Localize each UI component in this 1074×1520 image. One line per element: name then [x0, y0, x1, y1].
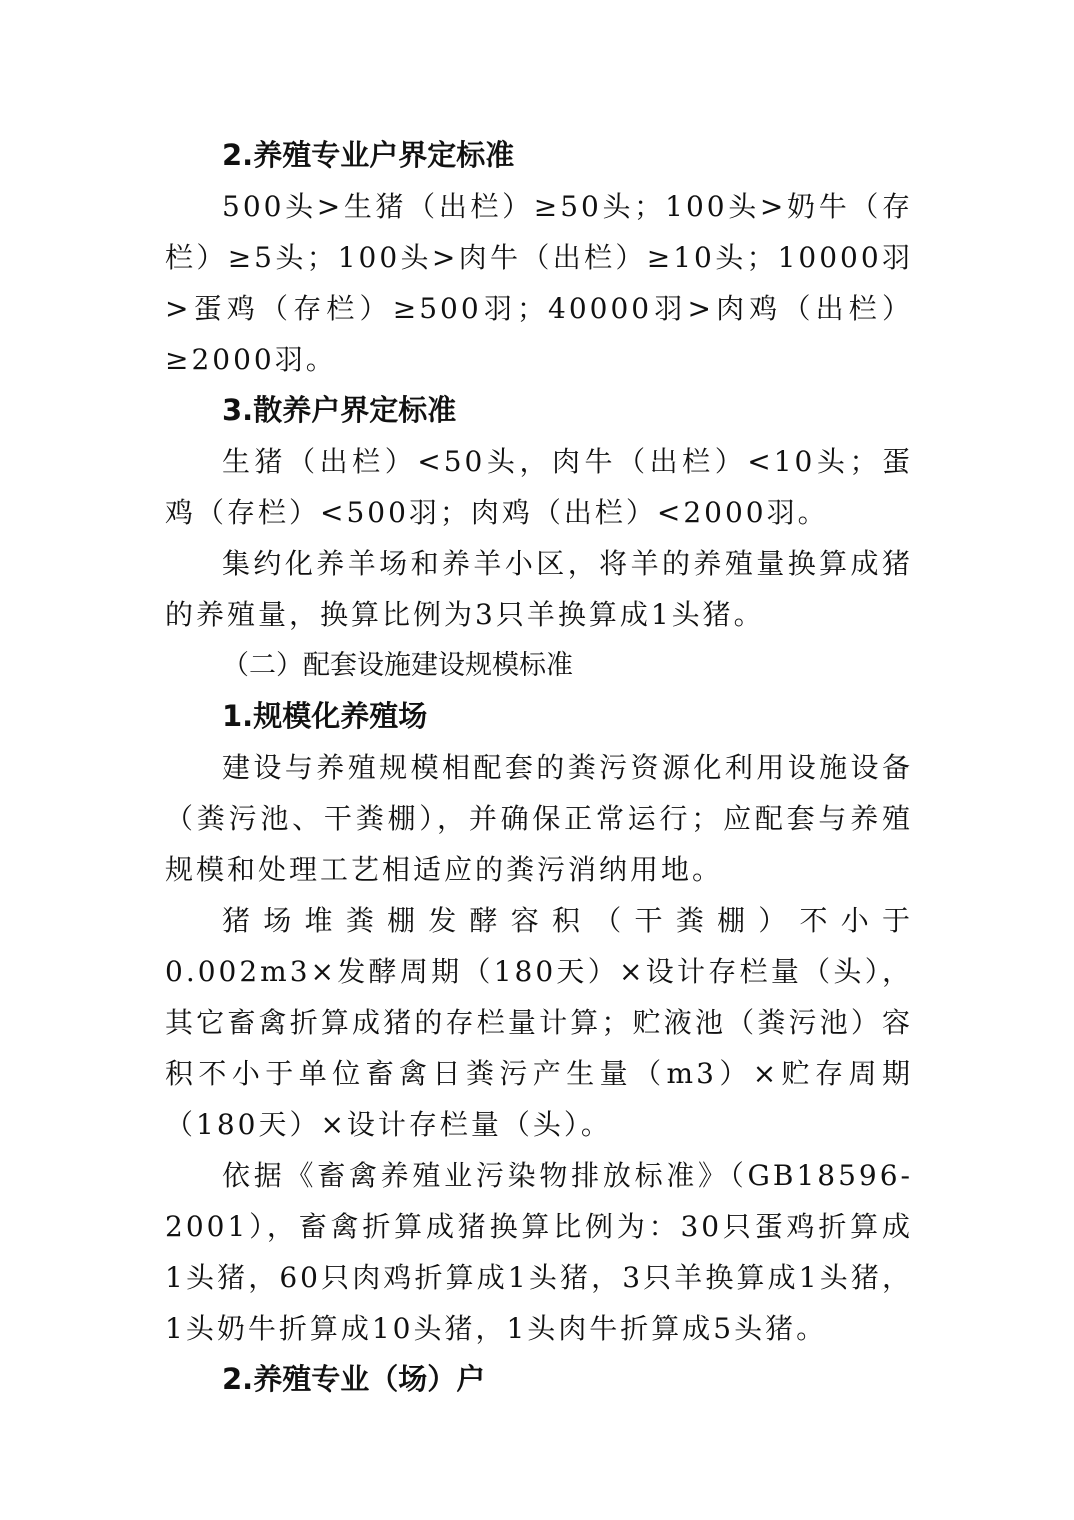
heading-scattered-household: 3.散养户界定标准	[222, 393, 457, 427]
paragraph-sheep-conversion: 集约化养羊场和养羊小区，将羊的养殖量换算成猪的养殖量，换算比例为3只羊换算成1头猪。	[165, 547, 913, 631]
paragraph-capacity: 猪场堆粪棚发酵容积（干粪棚）不小于0.002m3×发酵周期（180天）×设计存栏量（头），其它畜禽折算成猪的存栏量计算；贮液池（粪污池）容积不小于单位畜禽日粪污产生量（m3）×贮存周期（180天）×设计存栏量（头）。	[165, 904, 913, 1141]
paragraph-scattered-criteria: 生猪（出栏）<50头，肉牛（出栏）<10头；蛋鸡（存栏）<500羽；肉鸡（出栏）<2000羽。	[165, 445, 913, 529]
paragraph-facilities: 建设与养殖规模相配套的粪污资源化利用设施设备（粪污池、干粪棚），并确保正常运行；应配套与养殖规模和处理工艺相适应的粪污消纳用地。	[165, 751, 913, 886]
document-body	[165, 130, 913, 1405]
heading-large-scale-farm: 1.规模化养殖场	[222, 699, 428, 733]
paragraph-specialist-criteria: 500头>生猪（出栏）≥50头；100头>奶牛（存栏）≥5头；100头>肉牛（出栏）≥10头；10000羽>蛋鸡（存栏）≥500羽；40000羽>肉鸡（出栏）≥2000羽。	[165, 190, 913, 376]
heading-specialist-household: 2.养殖专业户界定标准	[222, 138, 515, 172]
heading-specialist-farm: 2.养殖专业（场）户	[222, 1362, 486, 1396]
paragraph-conversion-standard: 依据《畜禽养殖业污染物排放标准》（GB18596-2001），畜禽折算成猪换算比例为：30只蛋鸡折算成1头猪，60只肉鸡折算成1头猪，3只羊换算成1头猪，1头奶牛折算成10头猪，1头肉牛折算成5头猪。	[165, 1159, 913, 1345]
section-heading-facilities: （二）配套设施建设规模标准	[222, 650, 573, 681]
